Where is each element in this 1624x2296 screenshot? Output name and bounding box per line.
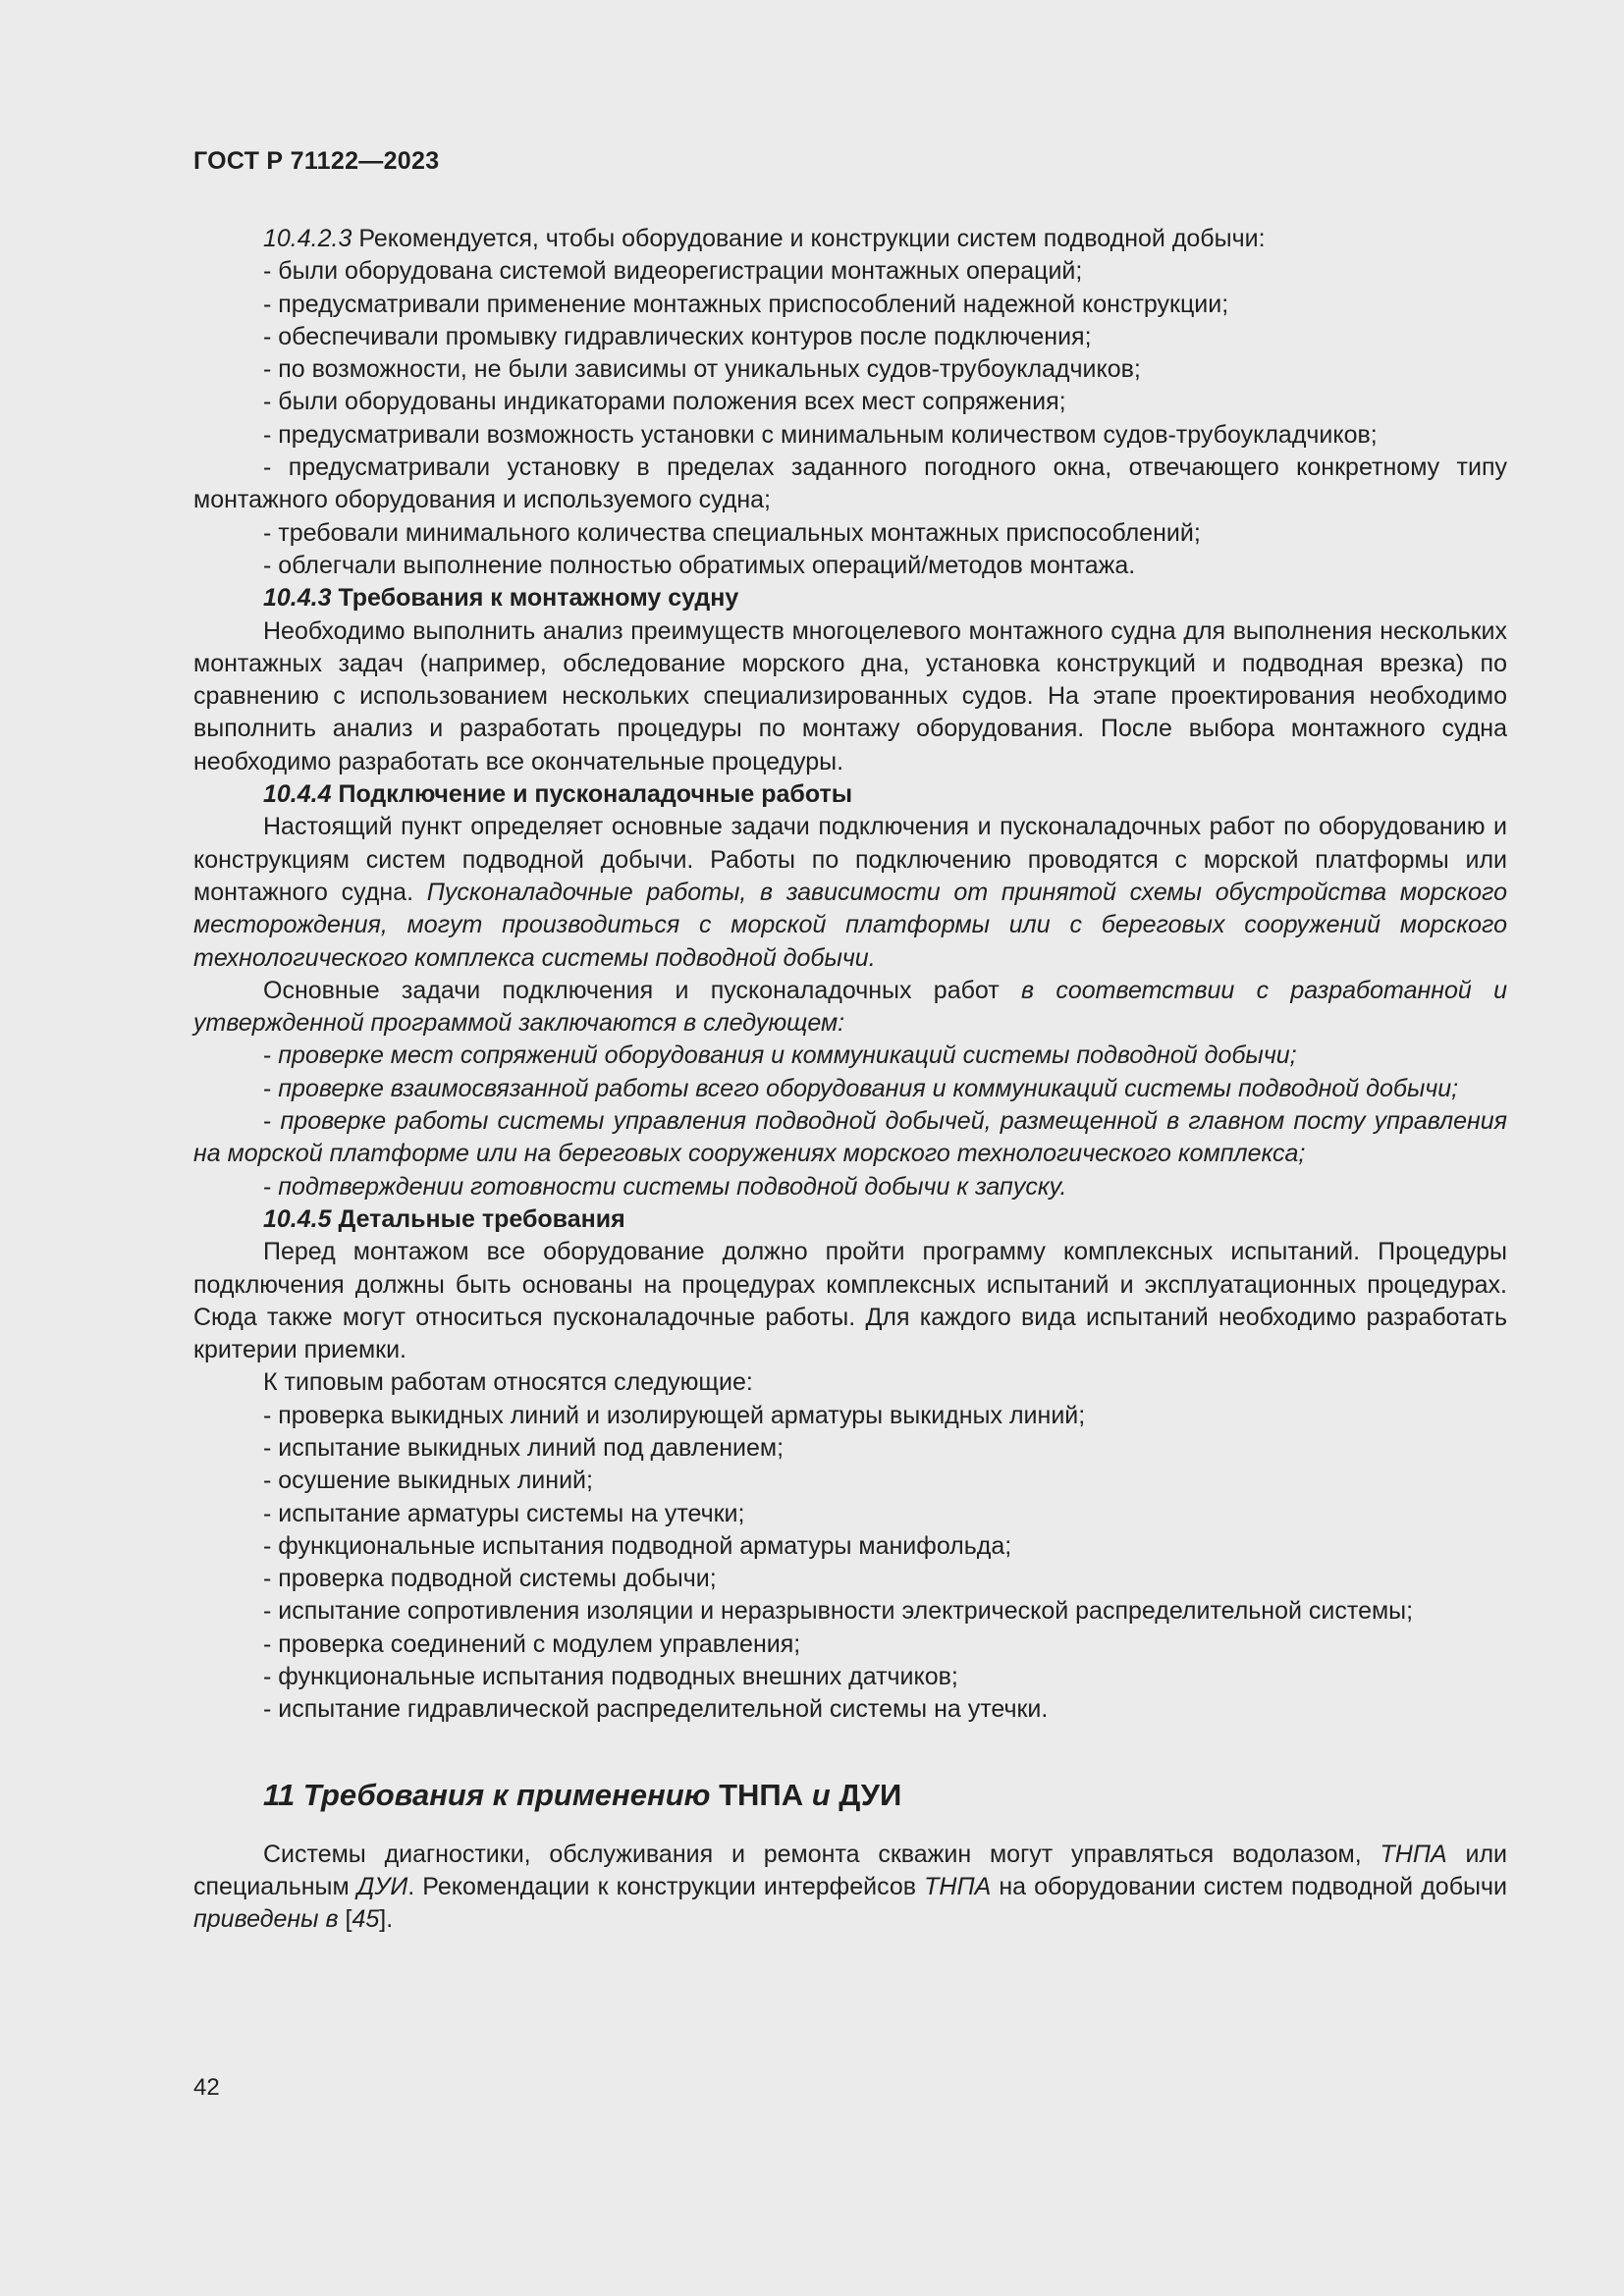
clause-10-4-3-heading	[193, 582, 1507, 614]
list-item: - проверка соединений с модулем управления;	[263, 1629, 801, 1658]
clause-10-4-5-heading	[193, 1203, 1507, 1236]
text-run: Системы диагностики, обслуживания и ремонта скважин могут управляться водолазом,	[263, 1840, 1362, 1868]
document-body	[193, 223, 1507, 1937]
list-item: - проверке работы системы управления подводной добычей, размещенной в главном посту управления на морской платформе или на береговых сооружениях морского технологического комплекса;	[193, 1107, 1507, 1168]
section-title-part: и	[811, 1777, 831, 1812]
list-item: - испытание сопротивления изоляции и неразрывности электрической распределительной системы;	[263, 1597, 1414, 1626]
list-item: - функциональные испытания подводной арматуры манифольда;	[263, 1531, 1012, 1560]
clause-10-4-4-paragraph-2	[193, 975, 1507, 1041]
list-item-text: проверке взаимосвязанной работы всего оборудования и коммуникаций системы подводной добычи;	[278, 1074, 1459, 1102]
list-item: - предусматривали установку в пределах заданного погодного окна, отвечающего конкретному типу монтажного оборудования и используемого судна;	[193, 454, 1507, 514]
clause-10-4-4-heading	[193, 778, 1507, 811]
text-run: на оборудовании систем подводной добычи	[999, 1872, 1507, 1900]
clause-title: Подключение и пусконаладочные работы	[338, 780, 853, 809]
section-title-part: 11 Требования к применению	[263, 1777, 711, 1812]
list-item-text: проверке мест сопряжений оборудования и коммуникаций системы подводной добычи;	[278, 1041, 1297, 1070]
clause-title: Детальные требования	[338, 1204, 625, 1233]
list-item: - предусматривали возможность установки с минимальным количеством судов-трубоукладчиков;	[263, 420, 1378, 449]
reference-number: 45	[352, 1905, 380, 1934]
paragraph-text: Настоящий пункт определяет основные задачи подключения и пусконаладочных работ по оборудованию и конструкциям систем подводной добычи. Работы по подключению проводятся с морской платформы или монтажного судна.	[193, 813, 1507, 906]
section-title-part: ТНПА	[719, 1777, 804, 1812]
text-run: ДУИ	[356, 1872, 408, 1900]
list-item: - осушение выкидных линий;	[263, 1467, 593, 1495]
list-item: - испытание гидравлической распределительной системы на утечки.	[263, 1695, 1049, 1724]
text-run: приведены в	[193, 1905, 339, 1934]
clause-10-4-5-paragraph-1: Перед монтажом все оборудование должно пройти программу комплексных испытаний. Процедуры подключения должны быть основаны на процедурах комплексных испытаний и эксплуатационных процедурах. Сюда также могут относиться пусконаладочные работы. Для каждого вида испытаний необходимо разработать критерии приемки.	[193, 1238, 1507, 1364]
list-item: - проверке мест сопряжений оборудования и коммуникаций системы подводной добычи;	[263, 1041, 1297, 1070]
list-item: - подтверждении готовности системы подводной добычи к запуску.	[263, 1172, 1067, 1201]
list-item: - проверка выкидных линий и изолирующей арматуры выкидных линий;	[263, 1401, 1086, 1429]
text-run: ТНПА	[1380, 1840, 1447, 1868]
text-run: ].	[379, 1905, 394, 1934]
list-item: - были оборудованы индикаторами положения всех мест сопряжения;	[263, 388, 1066, 416]
list-item: - требовали минимального количества специальных монтажных приспособлений;	[263, 518, 1201, 547]
clause-10-4-4-paragraph-1	[193, 811, 1507, 974]
list-item: - испытание арматуры системы на утечки;	[263, 1499, 745, 1527]
list-item: - функциональные испытания подводных внешних датчиков;	[263, 1663, 958, 1691]
clause-10-4-5-paragraph-2: К типовым работам относятся следующие:	[263, 1368, 753, 1397]
list-item: - по возможности, не были зависимы от уникальных судов-трубоукладчиков;	[263, 355, 1141, 384]
clause-number: 10.4.4	[263, 780, 332, 809]
page-number: 42	[193, 2074, 220, 2101]
list-item: - были оборудована системой видеорегистрации монтажных операций;	[263, 257, 1083, 286]
text-run: . Рекомендации к конструкции интерфейсов	[407, 1872, 917, 1900]
list-item: - проверке взаимосвязанной работы всего оборудования и коммуникаций системы подводной добычи;	[263, 1074, 1459, 1102]
list-item: - испытание выкидных линий под давлением;	[263, 1433, 785, 1462]
document-code-header: ГОСТ Р 71122—2023	[193, 147, 440, 175]
section-11-text	[193, 1839, 1507, 1937]
list-item: - облегчали выполнение полностью обратимых операций/методов монтажа.	[263, 551, 1136, 579]
clause-number: 10.4.2.3	[263, 225, 352, 252]
list-item: - проверка подводной системы добычи;	[263, 1565, 717, 1593]
list-item-text: подтверждении готовности системы подводной добычи к запуску.	[278, 1172, 1067, 1201]
text-run: [	[345, 1905, 352, 1934]
section-11-heading	[193, 1776, 1507, 1815]
text-run: или специальным	[193, 1840, 1508, 1900]
text-run: ТНПА	[924, 1872, 992, 1900]
clause-title: Требования к монтажному судну	[338, 584, 739, 613]
list-item: - предусматривали применение монтажных приспособлений надежной конструкции;	[263, 290, 1229, 318]
section-title-part: ДУИ	[839, 1777, 902, 1812]
paragraph-text: Основные задачи подключения и пусконаладочных работ	[263, 976, 1000, 1004]
paragraph-italic-text: в соответствии с разработанной и утвержденной программой заключаются в следующем:	[193, 976, 1507, 1038]
clause-number: 10.4.5	[263, 1204, 332, 1233]
paragraph-italic-text: Пусконаладочные работы, в зависимости от принятой схемы обустройства морского месторождения, могут производиться с морской платформы или с береговых сооружений морского технологического комплекса системы подводной добычи.	[193, 878, 1507, 972]
clause-text: Рекомендуется, чтобы оборудование и конструкции систем подводной добычи:	[358, 225, 1266, 252]
list-item-text: проверке работы системы управления подводной добычей, размещенной в главном посту управления на морской платформе или на береговых сооружениях морского технологического комплекса;	[193, 1107, 1507, 1168]
list-item: - обеспечивали промывку гидравлических контуров после подключения;	[263, 322, 1092, 350]
clause-number: 10.4.3	[263, 584, 332, 613]
clause-10-4-3-text: Необходимо выполнить анализ преимуществ многоцелевого монтажного судна для выполнения нескольких монтажных задач (например, обследование морского дна, установка конструкций и подводная врезка) по сравнению с использованием нескольких специализированных судов. На этапе проектирования необходимо выполнить анализ и разработать процедуры по монтажу оборудования. После выбора монтажного судна необходимо разработать все окончательные процедуры.	[193, 616, 1507, 775]
clause-10-4-2-3-intro	[193, 223, 1507, 255]
